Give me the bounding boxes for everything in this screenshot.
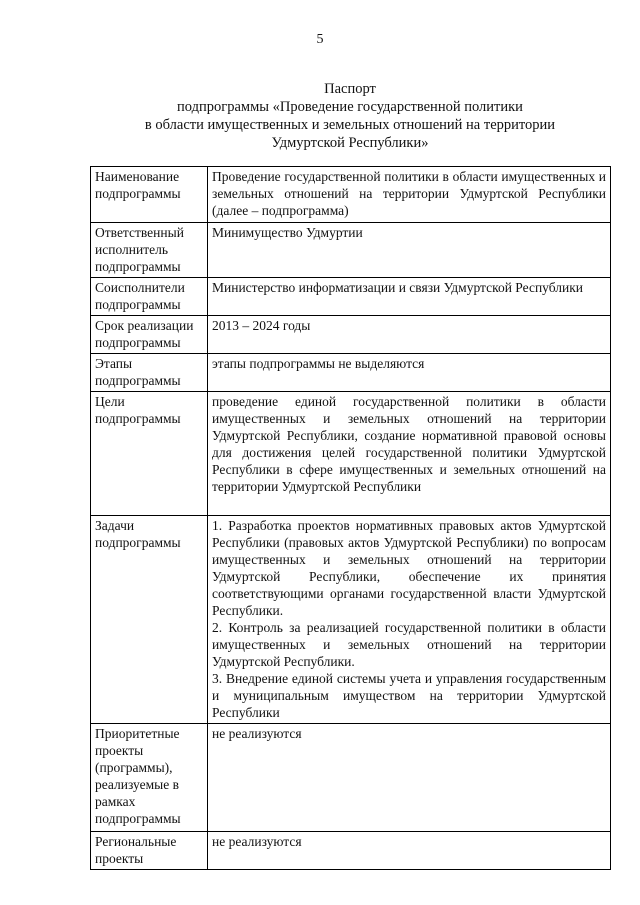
table-row: [91, 354, 611, 392]
row-label: Региональные проекты: [91, 832, 208, 870]
row-value: [208, 223, 611, 278]
row-value: [208, 516, 611, 724]
row-label: Задачи подпрограммы: [91, 516, 208, 724]
task-item: 3. Внедрение единой системы учета и управления государственным и муниципальным имуществом на территории Удмуртской Республики: [212, 671, 606, 720]
value-text: не реализуются: [212, 726, 302, 741]
document-title: [60, 80, 640, 152]
passport-table: [90, 166, 611, 870]
table-row: [91, 278, 611, 316]
row-label: Цели подпрограммы: [91, 392, 208, 516]
value-text: этапы подпрограммы не выделяются: [212, 356, 425, 371]
value-text: проведение единой государственной политики в области имущественных и земельных отношений на территории Удмуртской Республики, создание нормативной правовой основы для достижения целей государственной политики Удмуртской Республики в сфере имущественных и земельных отношений на территории Удмуртской Республики: [212, 394, 606, 494]
title-line: Удмуртской Республики»: [271, 135, 429, 151]
value-text: Минимущество Удмуртии: [212, 225, 363, 240]
row-value: [208, 354, 611, 392]
row-label: Наименование подпрограммы: [91, 167, 208, 223]
row-value: [208, 724, 611, 832]
row-value: [208, 278, 611, 316]
table-row: [91, 724, 611, 832]
table-row: [91, 223, 611, 278]
task-item: 2. Контроль за реализацией государственной политики в области имущественных и земельных отношений на территории Удмуртской Республики.: [212, 620, 606, 669]
value-text: 2013 – 2024 годы: [212, 318, 311, 333]
value-text: не реализуются: [212, 834, 302, 849]
task-item: 1. Разработка проектов нормативных правовых актов Удмуртской Республики (правовых актов Удмуртской Республики) по вопросам имущественных и земельных отношений на территории Удмуртской Республики, обеспечение их принятия соответствующими органами государственной власти Удмуртской Республики.: [212, 518, 606, 618]
table-row: [91, 316, 611, 354]
value-text: Министерство информатизации и связи Удмуртской Республики: [212, 280, 584, 295]
row-label: Этапы подпрограммы: [91, 354, 208, 392]
value-text: Проведение государственной политики в области имущественных и земельных отношений на территории Удмуртской Республики (далее – подпрограмма): [212, 169, 606, 218]
row-label: Соисполнители подпрограммы: [91, 278, 208, 316]
row-label: Срок реализации подпрограммы: [91, 316, 208, 354]
table-row: [91, 516, 611, 724]
row-value: [208, 316, 611, 354]
row-value: [208, 167, 611, 223]
row-label: Ответственный исполнитель подпрограммы: [91, 223, 208, 278]
title-line: в области имущественных и земельных отношений на территории: [144, 117, 556, 133]
title-line: Паспорт: [324, 81, 376, 97]
row-label: Приоритетные проекты (программы), реализуемые в рамках подпрограммы: [91, 724, 208, 832]
page-number: 5: [316, 32, 324, 47]
row-value: [208, 392, 611, 516]
table-row: [91, 167, 611, 223]
title-line: подпрограммы «Проведение государственной политики: [177, 99, 523, 115]
row-value: [208, 832, 611, 870]
table-row: [91, 392, 611, 516]
table-row: [91, 832, 611, 870]
